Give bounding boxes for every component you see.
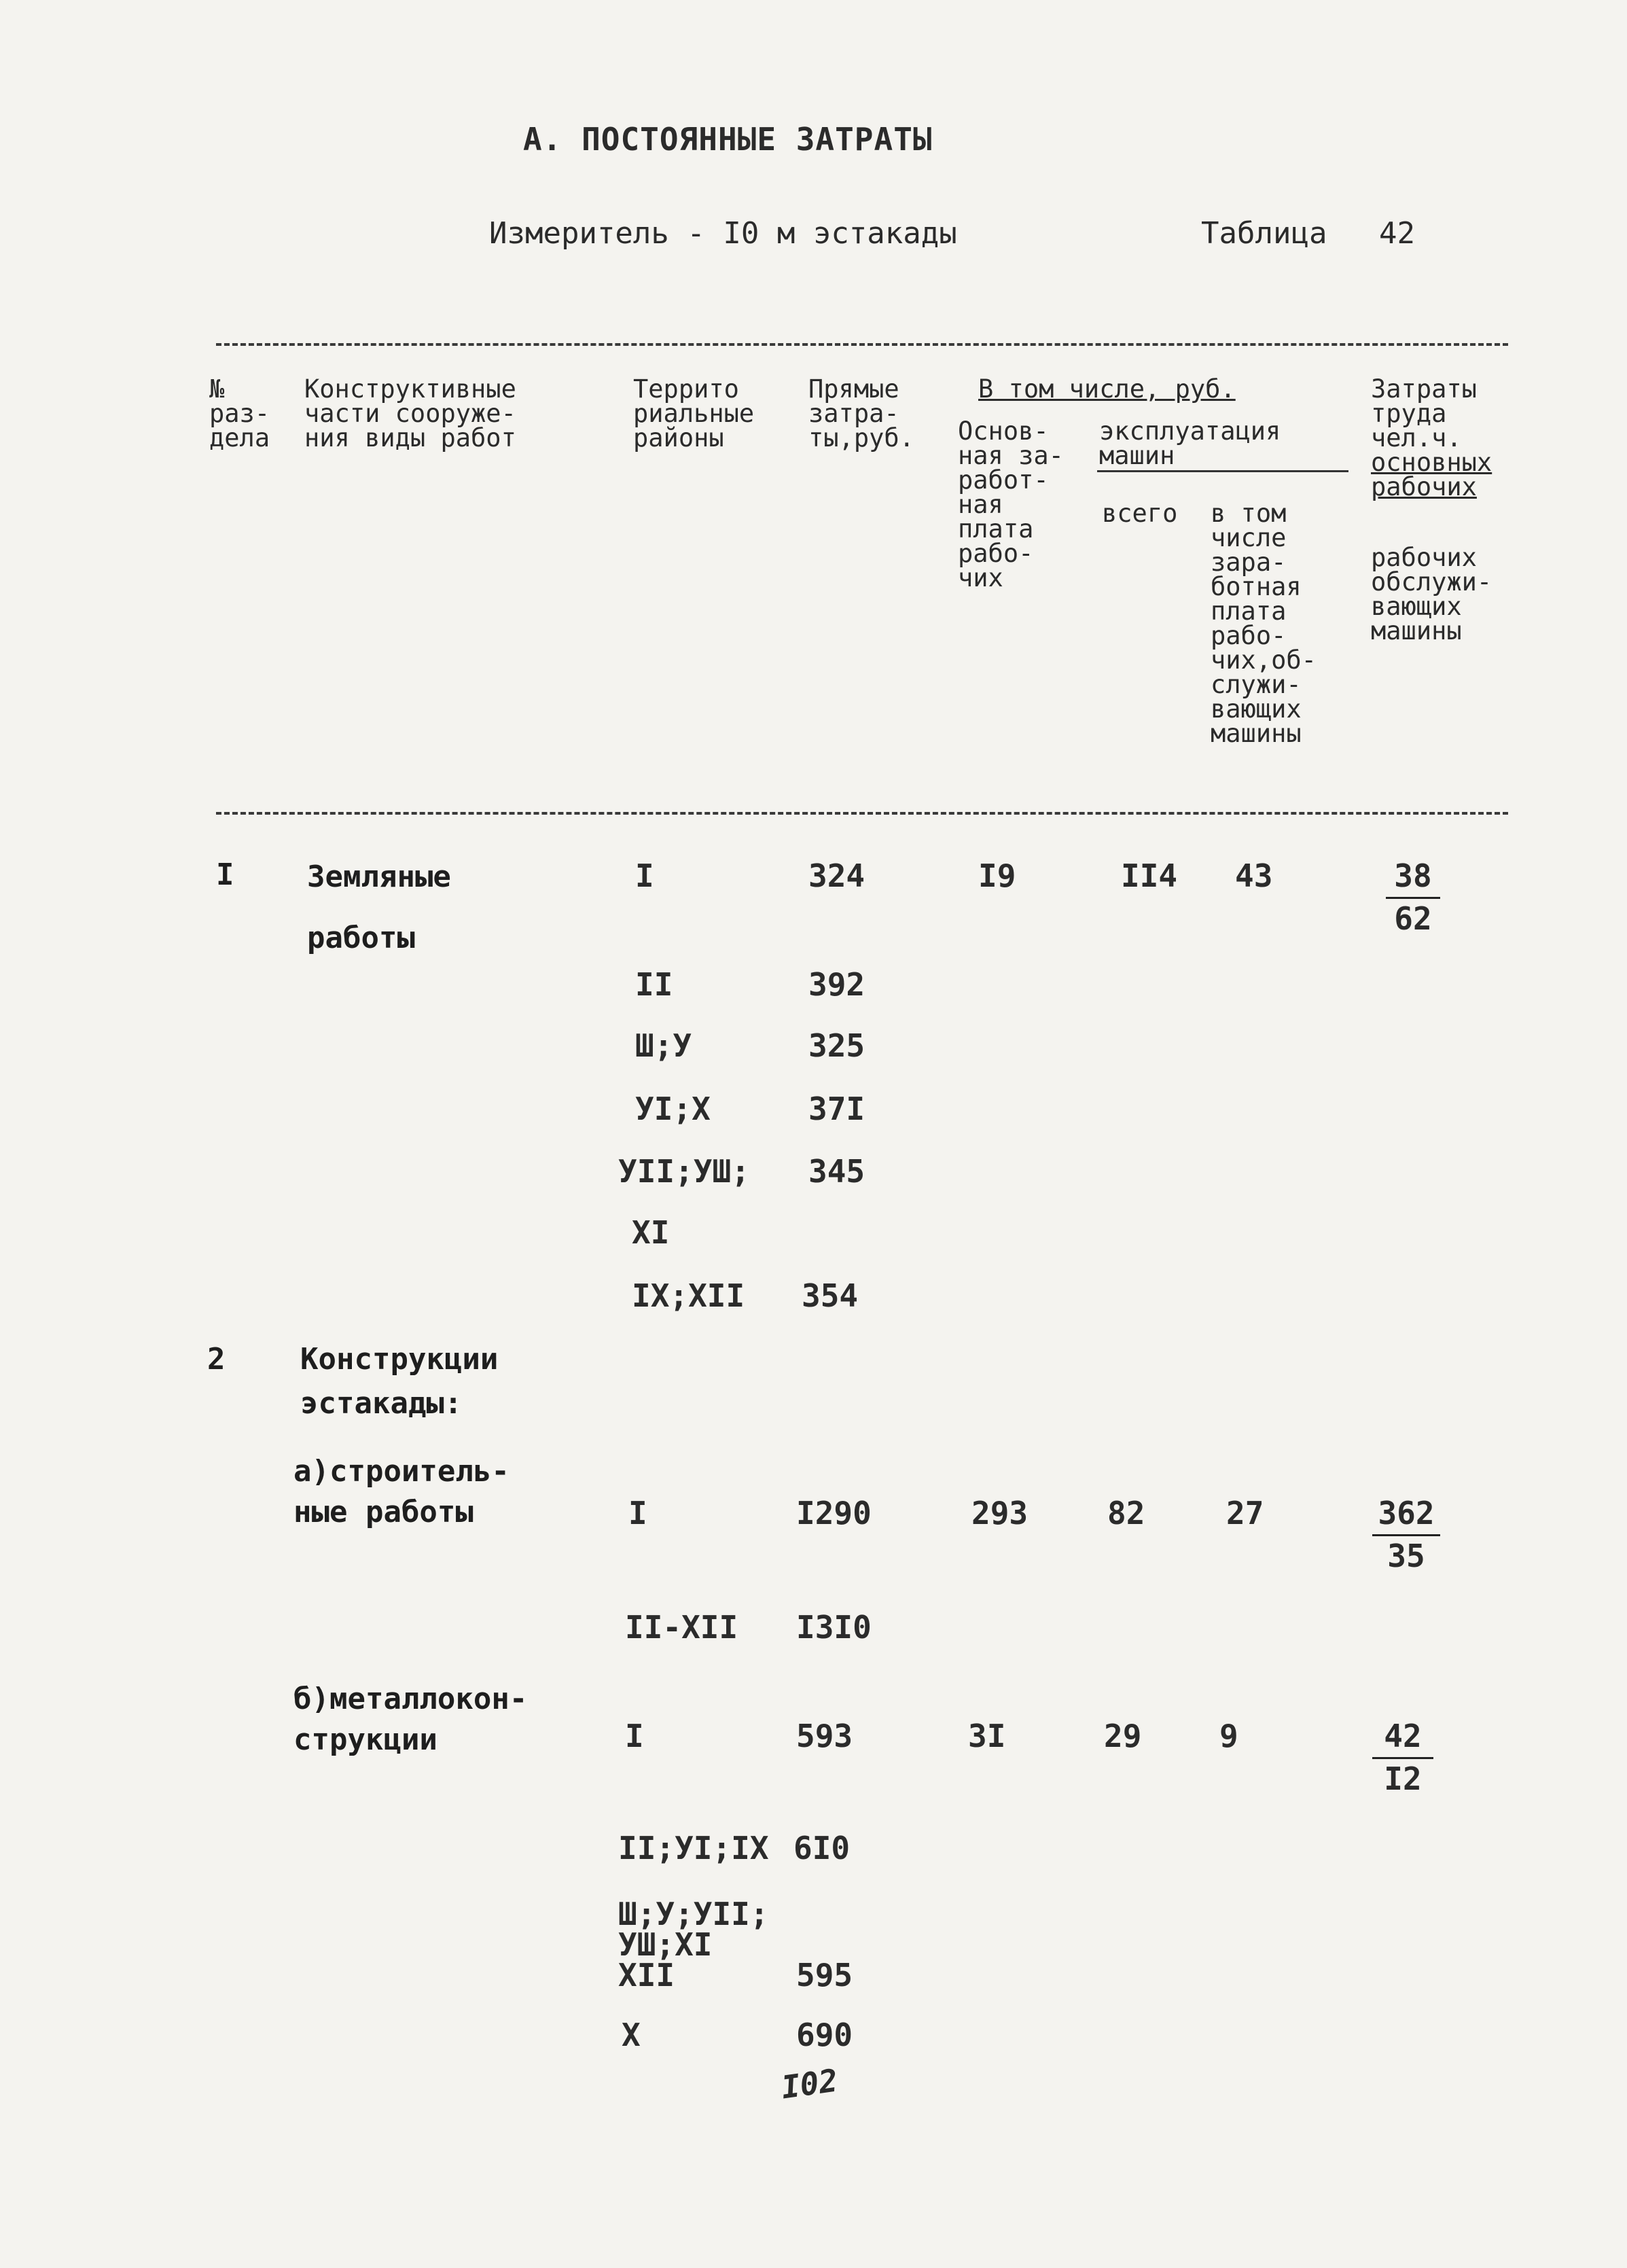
page-number: I02	[779, 2061, 840, 2106]
col-header-parts: Конструктивные части сооруже- ния виды работ	[304, 374, 516, 453]
col-header-incl-wage: в том числе зара- ботная плата рабо- чих,об- служи- вающих машины	[1211, 499, 1317, 748]
labor-main-value: 38	[1386, 857, 1440, 899]
region-cell: УШ;XI	[618, 1926, 713, 1963]
base-wage-cell: 293	[971, 1495, 1029, 1531]
direct-cost-cell: 354	[802, 1277, 859, 1314]
labor-service-value: 35	[1387, 1538, 1425, 1574]
direct-cost-cell: 325	[808, 1027, 865, 1064]
col-header-labor-service: рабочих обслужи- вающих машины	[1371, 543, 1492, 645]
region-cell: I	[628, 1495, 647, 1531]
table-label: Таблица	[1201, 216, 1327, 251]
col-header-direct-costs: Прямые затра- ты,руб.	[808, 374, 914, 453]
col-header-machine-operation: эксплуатация машин	[1099, 417, 1281, 470]
subsection-name: струкции	[293, 1722, 437, 1757]
direct-cost-cell: 345	[808, 1153, 865, 1190]
direct-cost-cell: 690	[796, 2017, 853, 2053]
direct-cost-cell: 595	[796, 1957, 853, 1994]
table-number: 42	[1379, 216, 1415, 251]
labor-fraction-cell	[1386, 857, 1440, 937]
region-cell: II;УI;IX	[618, 1830, 769, 1866]
col-header-labor: Затраты труда чел.ч.	[1371, 374, 1477, 453]
machine-wage-cell: 27	[1226, 1495, 1264, 1531]
section-name: работы	[307, 921, 415, 955]
region-cell: II-XII	[625, 1609, 738, 1646]
labor-service-value: I2	[1384, 1760, 1422, 1797]
labor-service-value: 62	[1394, 900, 1432, 937]
labor-main-value: 42	[1372, 1718, 1433, 1759]
machine-operation-rule	[1097, 470, 1348, 472]
direct-cost-cell: I290	[796, 1495, 872, 1531]
subsection-name: а)строитель-	[293, 1454, 509, 1489]
section-name: эстакады:	[300, 1386, 463, 1421]
region-cell: I	[625, 1718, 644, 1754]
subsection-name: б)металлокон-	[293, 1682, 528, 1716]
page-title: А. ПОСТОЯННЫЕ ЗАТРАТЫ	[523, 121, 933, 158]
region-cell: XI	[632, 1214, 670, 1251]
region-cell: Ш;У	[635, 1027, 692, 1064]
region-cell: УI;X	[635, 1091, 711, 1127]
direct-cost-cell: 593	[796, 1718, 853, 1754]
direct-cost-cell: I3I0	[796, 1609, 872, 1646]
col-header-base-wage: Основ- ная за- работ- ная плата рабо- чих	[958, 417, 1064, 592]
machine-total-cell: 82	[1107, 1495, 1145, 1531]
region-cell: УII;УШ;	[618, 1153, 750, 1190]
col-header-including-group: В том числе, руб.	[978, 374, 1236, 404]
base-wage-cell: 3I	[968, 1718, 1006, 1754]
labor-fraction-cell	[1372, 1495, 1440, 1574]
section-name: Конструкции	[300, 1342, 499, 1377]
labor-main-value: 362	[1372, 1495, 1440, 1536]
region-cell: XII	[618, 1957, 675, 1994]
direct-cost-cell: 392	[808, 966, 865, 1003]
labor-fraction-cell	[1372, 1718, 1433, 1797]
col-header-regions: Террито риальные районы	[633, 374, 755, 453]
machine-total-cell: 29	[1104, 1718, 1142, 1754]
region-cell: X	[622, 2017, 641, 2053]
table-header-rule	[216, 812, 1508, 815]
section-name: Земляные	[307, 860, 451, 894]
region-cell: IX;XII	[632, 1277, 745, 1314]
col-header-labor-main: основных рабочих	[1371, 448, 1492, 501]
region-cell: II	[635, 966, 673, 1003]
col-header-section-no: № раз- дела	[209, 374, 270, 453]
base-wage-cell: I9	[978, 857, 1016, 894]
table-top-rule	[216, 343, 1508, 346]
col-header-machine-total: всего	[1102, 499, 1178, 528]
section-number: I	[216, 857, 234, 892]
machine-total-cell: II4	[1121, 857, 1178, 894]
direct-cost-cell: 324	[808, 857, 865, 894]
region-cell: I	[635, 857, 654, 894]
machine-wage-cell: 43	[1235, 857, 1273, 894]
region-cell: Ш;У;УII;	[618, 1896, 769, 1932]
measure-unit: Измеритель - I0 м эстакады	[489, 216, 957, 251]
subsection-name: ные работы	[293, 1495, 473, 1529]
machine-wage-cell: 9	[1219, 1718, 1238, 1754]
direct-cost-cell: 37I	[808, 1091, 865, 1127]
section-number: 2	[207, 1342, 226, 1377]
direct-cost-cell: 6I0	[793, 1830, 851, 1866]
